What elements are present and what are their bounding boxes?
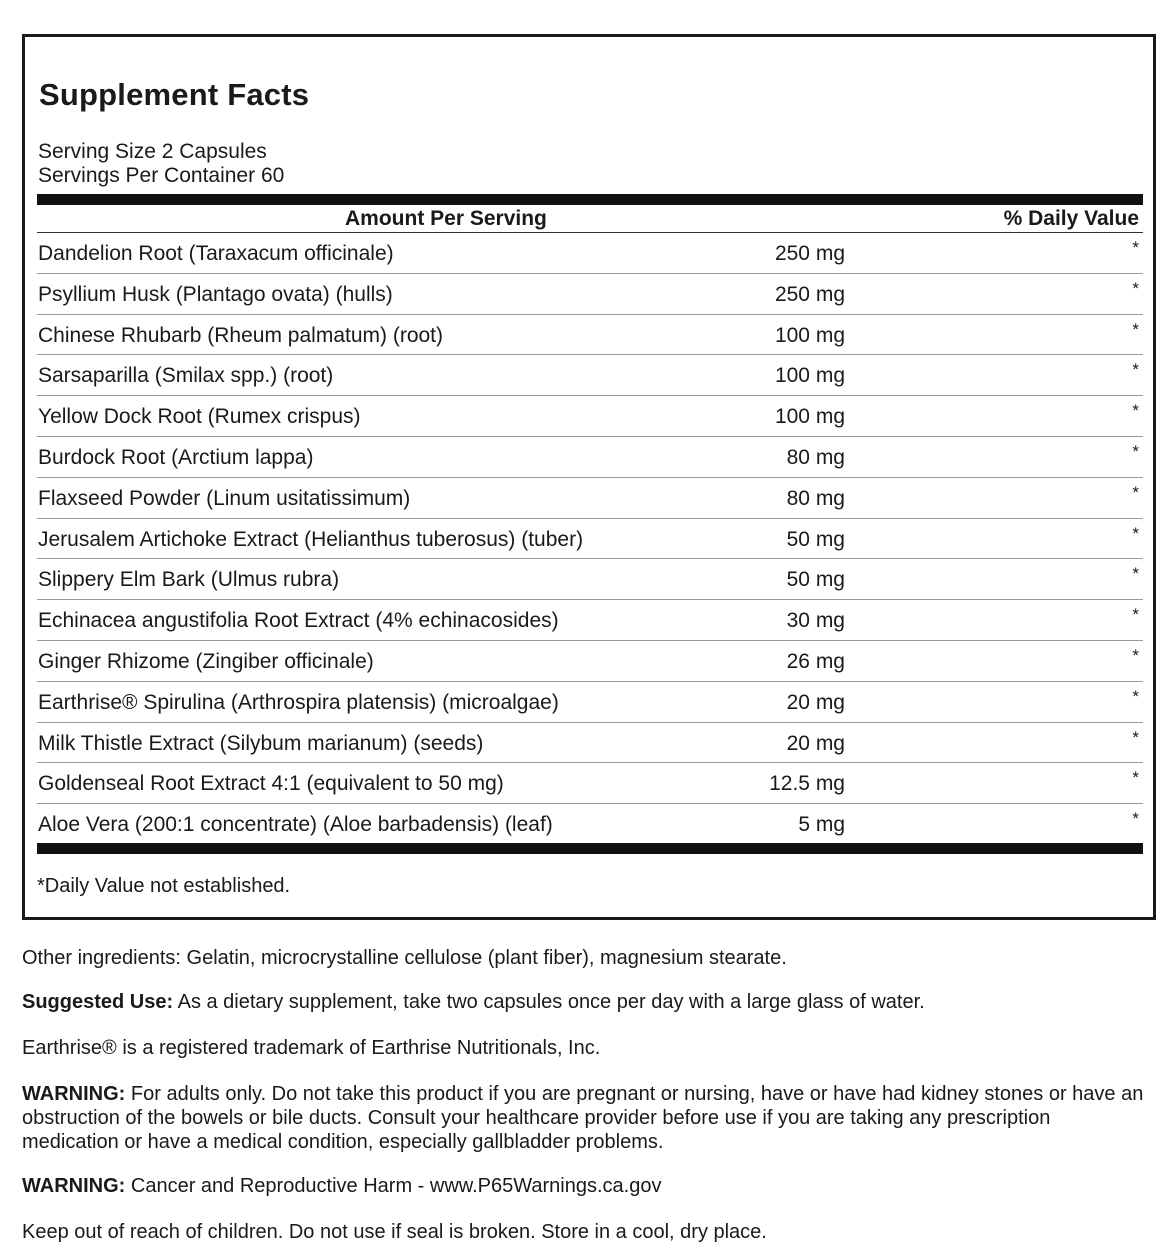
table-row — [37, 559, 1143, 600]
ingredient-amount: 5 mg — [798, 813, 845, 837]
other-ingredients: Other ingredients: Gelatin, microcrystalline cellulose (plant fiber), magnesium stearate. — [22, 947, 787, 969]
daily-value-header: % Daily Value — [1003, 207, 1139, 230]
table-row — [37, 600, 1143, 641]
ingredient-dv: * — [1132, 319, 1139, 339]
ingredient-dv: * — [1132, 809, 1139, 829]
ingredient-table — [37, 233, 1143, 845]
divider-thick-top — [37, 194, 1143, 205]
ingredient-name: Flaxseed Powder (Linum usitatissimum) — [38, 486, 411, 510]
ingredient-dv: * — [1132, 523, 1139, 543]
ingredient-amount: 20 mg — [786, 731, 845, 755]
ingredient-name: Dandelion Root (Taraxacum officinale) — [38, 242, 394, 265]
table-row — [37, 804, 1143, 845]
table-row — [37, 233, 1143, 274]
ingredient-amount: 250 mg — [774, 242, 845, 265]
ingredient-amount: 250 mg — [774, 282, 845, 306]
ingredient-name: Psyllium Husk (Plantago ovata) (hulls) — [38, 282, 393, 306]
table-row — [37, 437, 1143, 478]
table-row — [37, 478, 1143, 519]
ingredient-dv: * — [1132, 278, 1139, 298]
suggested-use-text: As a dietary supplement, take two capsules once per day with a large glass of water. — [173, 991, 925, 1013]
ingredient-amount: 20 mg — [786, 690, 845, 714]
trademark-notice: Earthrise® is a registered trademark of Earthrise Nutritionals, Inc. — [22, 1037, 601, 1059]
warning-text: For adults only. Do not take this product if you are pregnant or nursing, have or have had kidney stones or have an obstruction of the bowels or bile ducts. Consult your healthcare provider before use if you are taking any prescription medication or have a medical condition, especially gallbladder problems. — [22, 1083, 1144, 1153]
ingredient-name: Chinese Rhubarb (Rheum palmatum) (root) — [38, 323, 443, 347]
ingredient-name: Earthrise® Spirulina (Arthrospira platensis) (microalgae) — [38, 690, 559, 714]
table-row — [37, 641, 1143, 682]
ingredient-amount: 50 mg — [786, 527, 845, 551]
ingredient-amount: 26 mg — [786, 649, 845, 673]
panel-title: Supplement Facts — [39, 77, 310, 112]
ingredient-dv: * — [1132, 645, 1139, 665]
ingredient-amount: 100 mg — [774, 323, 845, 347]
table-row — [37, 763, 1143, 804]
ingredient-name: Yellow Dock Root (Rumex crispus) — [38, 405, 361, 429]
warning-label: WARNING: — [22, 1083, 126, 1105]
ingredient-dv: * — [1132, 482, 1139, 502]
warning-general — [22, 1082, 1152, 1154]
amount-per-serving-header: Amount Per Serving — [345, 207, 547, 230]
storage-notice: Keep out of reach of children. Do not use if seal is broken. Store in a cool, dry place. — [22, 1221, 767, 1243]
ingredient-dv: * — [1132, 360, 1139, 380]
suggested-use — [22, 990, 1152, 1014]
table-row — [37, 396, 1143, 437]
ingredient-amount: 100 mg — [774, 405, 845, 429]
table-row — [37, 355, 1143, 396]
ingredient-name: Echinacea angustifolia Root Extract (4% echinacosides) — [38, 609, 559, 633]
ingredient-amount: 50 mg — [786, 568, 845, 592]
warning-label: WARNING: — [22, 1175, 126, 1197]
ingredient-dv: * — [1132, 605, 1139, 625]
ingredient-amount: 80 mg — [786, 445, 845, 469]
table-row — [37, 519, 1143, 560]
ingredient-name: Goldenseal Root Extract 4:1 (equivalent to 50 mg) — [38, 772, 504, 796]
column-header-row — [37, 205, 1143, 233]
ingredient-amount: 30 mg — [786, 609, 845, 633]
ingredient-name: Burdock Root (Arctium lappa) — [38, 445, 314, 469]
ingredient-name: Milk Thistle Extract (Silybum marianum) (seeds) — [38, 731, 484, 755]
ingredient-name: Aloe Vera (200:1 concentrate) (Aloe barbadensis) (leaf) — [38, 813, 553, 837]
servings-per-container: Servings Per Container 60 — [38, 164, 285, 187]
ingredient-amount: 80 mg — [786, 486, 845, 510]
ingredient-dv: * — [1132, 401, 1139, 421]
table-row — [37, 274, 1143, 315]
ingredient-dv: * — [1132, 441, 1139, 461]
table-row — [37, 723, 1143, 764]
ingredient-dv: * — [1132, 686, 1139, 706]
ingredient-dv: * — [1132, 564, 1139, 584]
table-row — [37, 315, 1143, 356]
ingredient-name: Jerusalem Artichoke Extract (Helianthus tuberosus) (tuber) — [38, 527, 584, 551]
ingredient-dv: * — [1132, 727, 1139, 747]
ingredient-dv: * — [1132, 768, 1139, 788]
suggested-use-label: Suggested Use: — [22, 991, 174, 1013]
ingredient-amount: 100 mg — [774, 364, 845, 388]
divider-thick-bottom — [37, 843, 1143, 854]
ingredient-dv: * — [1132, 238, 1139, 257]
ingredient-name: Slippery Elm Bark (Ulmus rubra) — [38, 568, 340, 592]
ingredient-amount: 12.5 mg — [769, 772, 845, 796]
table-row — [37, 682, 1143, 723]
ingredient-name: Sarsaparilla (Smilax spp.) (root) — [38, 364, 334, 388]
warning-prop65 — [22, 1174, 1152, 1198]
daily-value-footnote: *Daily Value not established. — [37, 875, 291, 897]
ingredient-name: Ginger Rhizome (Zingiber officinale) — [38, 649, 374, 673]
serving-size: Serving Size 2 Capsules — [38, 140, 267, 163]
warning-text: Cancer and Reproductive Harm - www.P65Warnings.ca.gov — [125, 1175, 662, 1197]
supplement-facts-panel — [22, 34, 1156, 920]
